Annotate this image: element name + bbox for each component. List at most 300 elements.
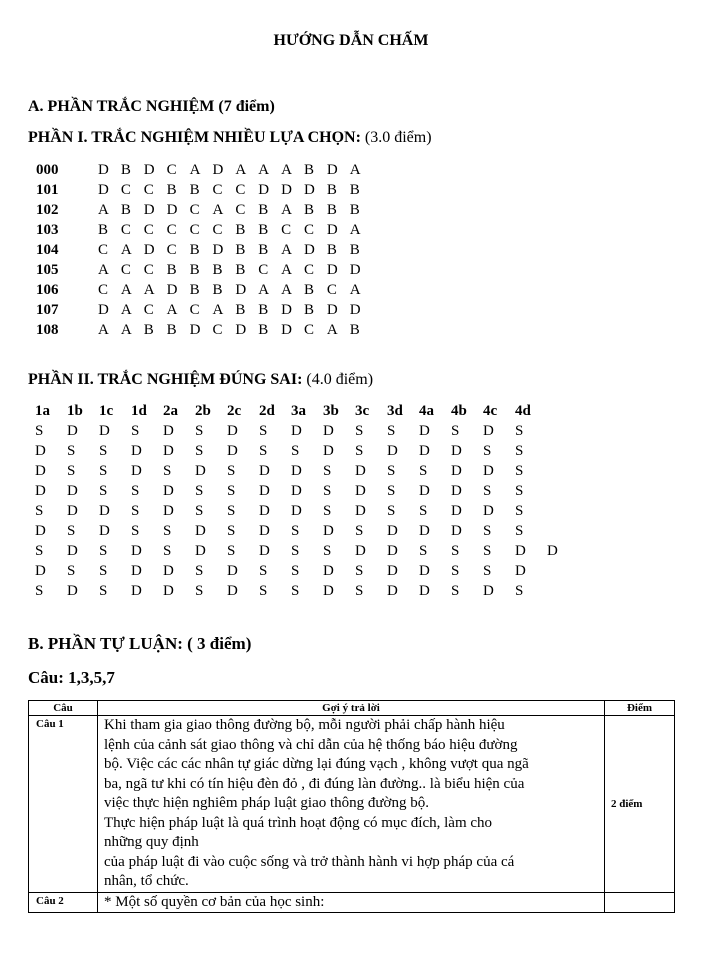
answer-cell: D xyxy=(387,523,398,539)
answer-cell: D xyxy=(227,563,238,579)
answer-cell: C xyxy=(258,262,269,278)
answer-line: những quy định xyxy=(104,834,199,850)
answer-cell: S xyxy=(483,543,492,559)
answer-cell: S xyxy=(195,423,204,439)
answer-cell: D xyxy=(35,483,46,499)
answer-cell: S xyxy=(99,543,108,559)
answer-cell: D xyxy=(67,503,78,519)
answer-key-row xyxy=(36,240,373,260)
questions-label: Câu: 1,3,5,7 xyxy=(28,668,115,687)
answer-cell: S xyxy=(259,443,268,459)
answer-cell: C xyxy=(120,222,131,238)
true-false-row xyxy=(35,561,579,581)
answer-cell: S xyxy=(163,523,172,539)
answer-cell: A xyxy=(212,202,224,218)
answer-cell: S xyxy=(195,503,204,519)
answer-cell: D xyxy=(515,563,526,579)
answer-cell: S xyxy=(451,563,460,579)
answer-cell: S xyxy=(419,543,428,559)
answer-cell: B xyxy=(304,282,315,298)
column-header: 3c xyxy=(355,403,370,419)
answer-cell: D xyxy=(281,302,292,318)
answer-cell: S xyxy=(99,463,108,479)
answer-cell: D xyxy=(195,543,206,559)
answer-cell: C xyxy=(98,242,109,258)
true-false-row xyxy=(35,581,579,601)
answer-cell: S xyxy=(99,563,108,579)
part1-heading xyxy=(28,129,432,147)
answer-cell: S xyxy=(451,583,460,599)
answer-cell: S xyxy=(99,443,108,459)
answer-cell: S xyxy=(67,523,76,539)
answer-cell: D xyxy=(323,583,334,599)
answer-cell: D xyxy=(419,423,430,439)
answer-cell: B xyxy=(304,202,315,218)
answer-cell: D xyxy=(451,463,462,479)
answer-line: Khi tham gia giao thông đường bộ, mỗi người phải chấp hành hiệu xyxy=(104,717,505,733)
answer-cell: S xyxy=(227,483,236,499)
answer-cell: C xyxy=(143,262,154,278)
points-cell: 2 điểm xyxy=(605,716,675,893)
answer-cell: D xyxy=(212,162,224,178)
answer-cell: S xyxy=(355,563,364,579)
answer-cell: B xyxy=(120,162,131,178)
exam-code: 105 xyxy=(36,262,59,278)
answer-cell: S xyxy=(483,523,492,539)
table-row xyxy=(29,892,675,913)
answer-cell: D xyxy=(326,162,338,178)
answer-cell: D xyxy=(326,262,338,278)
answer-cell: C xyxy=(235,202,246,218)
answer-cell: S xyxy=(195,443,204,459)
answer-cell: D xyxy=(547,543,558,559)
answer-cell: S xyxy=(35,543,44,559)
answer-cell: S xyxy=(515,523,524,539)
answer-cell: S xyxy=(67,563,76,579)
answer-cell: D xyxy=(189,322,201,338)
column-header: 2d xyxy=(259,403,275,419)
answer-cell: S xyxy=(67,463,76,479)
answer-cell: S xyxy=(323,463,332,479)
answer-cell: C xyxy=(212,222,223,238)
answer-cell: D xyxy=(143,162,155,178)
answer-cell: D xyxy=(304,242,315,258)
answer-cell: D xyxy=(419,483,430,499)
answer-cell: D xyxy=(451,443,462,459)
answer-cell: D xyxy=(212,242,224,258)
answer-cell: A xyxy=(349,222,361,238)
answer-cell: S xyxy=(515,463,524,479)
answer-cell: B xyxy=(189,242,200,258)
answer-cell: C xyxy=(326,282,337,298)
answer-cell: A xyxy=(235,162,247,178)
answer-cell: B xyxy=(258,202,269,218)
answer-cell: D xyxy=(163,443,174,459)
answer-cell: S xyxy=(355,523,364,539)
answer-cell: D xyxy=(419,563,430,579)
exam-code: 103 xyxy=(36,222,59,238)
true-false-row xyxy=(35,461,579,481)
exam-code: 108 xyxy=(36,322,59,338)
answer-cell: C xyxy=(143,182,154,198)
answer-cell: D xyxy=(258,182,270,198)
answer-cell: D xyxy=(281,322,292,338)
part1-answer-grid xyxy=(36,160,373,340)
answer-cell: S xyxy=(387,423,396,439)
answer-cell: D xyxy=(163,563,174,579)
exam-code: 101 xyxy=(36,182,59,198)
answer-cell: D xyxy=(98,162,109,178)
answer-cell: A xyxy=(189,162,201,178)
answer-cell: C xyxy=(143,302,154,318)
part2-points: (4.0 điểm) xyxy=(302,371,374,388)
answer-cell: D xyxy=(355,463,366,479)
answer-cell: D xyxy=(291,503,302,519)
answer-cell: D xyxy=(259,503,270,519)
answer-cell: S xyxy=(515,503,524,519)
answer-cell: D xyxy=(235,282,247,298)
answer-cell: D xyxy=(355,483,366,499)
true-false-row xyxy=(35,501,579,521)
points-cell xyxy=(605,892,675,913)
exam-code: 106 xyxy=(36,282,59,298)
answer-key-row xyxy=(36,320,373,340)
exam-code: 102 xyxy=(36,202,59,218)
answer-cell: A xyxy=(281,282,292,298)
answer-cell: D xyxy=(67,543,78,559)
answer-cell: S xyxy=(387,463,396,479)
answer-key-row xyxy=(36,280,373,300)
answer-cell: D xyxy=(451,523,462,539)
exam-code: 107 xyxy=(36,302,59,318)
answer-cell: S xyxy=(291,523,300,539)
answer-cell: D xyxy=(323,443,334,459)
answer-cell: D xyxy=(131,543,142,559)
answer-cell: D xyxy=(355,543,366,559)
answer-cell: C xyxy=(235,182,246,198)
answer-cell: S xyxy=(259,563,268,579)
answer-cell: S xyxy=(515,483,524,499)
header-answer: Gợi ý trả lời xyxy=(98,701,605,716)
answer-cell: A xyxy=(326,322,338,338)
answer-cell: S xyxy=(387,483,396,499)
answer-cell: B xyxy=(212,282,223,298)
answer-cell: D xyxy=(259,523,270,539)
answer-cell: D xyxy=(99,503,110,519)
answer-cell: S xyxy=(291,443,300,459)
answer-cell: D xyxy=(227,443,238,459)
answer-cell: S xyxy=(515,443,524,459)
answer-cell: D xyxy=(195,463,206,479)
answer-cell: D xyxy=(323,563,334,579)
answer-cell: S xyxy=(35,423,44,439)
answer-cell: D xyxy=(166,282,178,298)
answer-cell: D xyxy=(98,302,109,318)
answer-cell: A xyxy=(258,162,270,178)
answer-cell: D xyxy=(387,443,398,459)
answer-cell: S xyxy=(67,443,76,459)
answer-key-row xyxy=(36,200,373,220)
part1-label: PHẦN I. TRẮC NGHIỆM NHIỀU LỰA CHỌN: xyxy=(28,129,361,146)
answer-cell: S xyxy=(451,543,460,559)
answer-cell: D xyxy=(227,423,238,439)
answer-cell: B xyxy=(212,262,223,278)
table-row xyxy=(29,716,675,893)
answer-cell: B xyxy=(189,262,200,278)
answer-line: lệnh của cảnh sát giao thông và chỉ dẫn của hệ thống báo hiệu đường xyxy=(104,736,518,753)
answer-cell: A xyxy=(349,162,361,178)
answer-key-row xyxy=(36,220,373,240)
answer-cell: B xyxy=(304,162,315,178)
part2-label: PHẦN II. TRẮC NGHIỆM ĐÚNG SAI: xyxy=(28,371,303,388)
answer-cell: B xyxy=(349,182,360,198)
column-header: 1a xyxy=(35,403,50,419)
answer-cell: D xyxy=(291,483,302,499)
true-false-row xyxy=(35,521,579,541)
answer-cell: S xyxy=(483,563,492,579)
answer-cell: D xyxy=(131,463,142,479)
answer-cell: C xyxy=(189,302,200,318)
answer-cell: D xyxy=(483,423,494,439)
answer-cell: B xyxy=(258,242,269,258)
answer-cell: C xyxy=(166,162,177,178)
true-false-row xyxy=(35,441,579,461)
answer-cell: D xyxy=(451,483,462,499)
answer-cell: D xyxy=(259,543,270,559)
answer-cell: D xyxy=(259,483,270,499)
answer-cell: B xyxy=(143,322,154,338)
answer-cell: C xyxy=(143,222,154,238)
answer-cell: D xyxy=(35,443,46,459)
answer-key-row xyxy=(36,300,373,320)
column-header: 3d xyxy=(387,403,403,419)
answer-cell: C xyxy=(304,262,315,278)
answer-cell: S xyxy=(291,583,300,599)
answer-cell: D xyxy=(515,543,526,559)
header-points: Điểm xyxy=(605,701,675,716)
answer-cell: C xyxy=(120,182,131,198)
answer-cell: C xyxy=(166,222,177,238)
answer-cell: S xyxy=(35,583,44,599)
answer-cell: B xyxy=(258,222,269,238)
answer-cell: D xyxy=(143,202,155,218)
answer-cell: C xyxy=(98,282,109,298)
answer-cell: D xyxy=(166,202,178,218)
answer-cell: C xyxy=(189,202,200,218)
answer-cell: D xyxy=(227,583,238,599)
answer-cell: S xyxy=(515,423,524,439)
answer-cell: D xyxy=(291,423,302,439)
answer-cell: C xyxy=(304,322,315,338)
answer-cell: D xyxy=(419,443,430,459)
answer-cell: D xyxy=(326,222,338,238)
answer-cell: C xyxy=(120,262,131,278)
answer-cell: D xyxy=(143,242,155,258)
answer-cell: B xyxy=(258,302,269,318)
answer-cell: A xyxy=(120,242,132,258)
answer-cell: D xyxy=(99,523,110,539)
answer-cell: S xyxy=(227,463,236,479)
answer-cell: D xyxy=(131,443,142,459)
answer-line: bộ. Việc các các nhân tự giác dừng lại đúng vạch , không vượt qua ngã xyxy=(104,756,529,772)
answer-cell: B xyxy=(304,302,315,318)
answer-cell: C xyxy=(189,222,200,238)
answer-cell: D xyxy=(281,182,292,198)
answer-cell: S xyxy=(355,443,364,459)
column-header: 1d xyxy=(131,403,147,419)
answer-cell: D xyxy=(349,262,361,278)
answer-cell: D xyxy=(387,563,398,579)
answer-cell: A xyxy=(98,322,109,338)
answer-cell: D xyxy=(419,583,430,599)
answer-cell: B xyxy=(166,182,177,198)
document-title: HƯỚNG DẪN CHẤM xyxy=(273,32,429,49)
part2-heading xyxy=(28,371,373,389)
exam-code: 104 xyxy=(36,242,59,258)
answer-cell xyxy=(98,716,605,893)
answer-cell: D xyxy=(235,322,247,338)
answer-cell: D xyxy=(387,543,398,559)
answer-cell: D xyxy=(67,423,78,439)
answer-cell: S xyxy=(195,563,204,579)
section-b-heading: B. PHẦN TỰ LUẬN: ( 3 điểm) xyxy=(28,634,252,653)
answer-cell: A xyxy=(281,202,292,218)
answer-cell: D xyxy=(304,182,315,198)
answer-cell: S xyxy=(387,503,396,519)
answer-cell: D xyxy=(195,523,206,539)
answer-cell: S xyxy=(227,523,236,539)
answer-cell: D xyxy=(259,463,270,479)
answer-cell: S xyxy=(291,543,300,559)
answer-cell: S xyxy=(195,583,204,599)
header-cau: Câu xyxy=(29,701,98,716)
exam-code: 000 xyxy=(36,162,59,178)
answer-cell: D xyxy=(323,523,334,539)
answer-cell: S xyxy=(163,463,172,479)
answer-cell: D xyxy=(163,503,174,519)
answer-line: việc thực hiện nghiêm pháp luật giao thông đường bộ. xyxy=(104,795,429,811)
answer-cell: S xyxy=(451,423,460,439)
answer-cell: S xyxy=(419,463,428,479)
answer-cell: B xyxy=(349,242,360,258)
answer-cell: D xyxy=(98,182,109,198)
answer-cell: D xyxy=(131,563,142,579)
answer-cell: A xyxy=(281,162,292,178)
answer-cell: S xyxy=(323,503,332,519)
answer-cell: C xyxy=(166,242,177,258)
answer-cell xyxy=(98,892,605,913)
answer-cell: S xyxy=(131,523,140,539)
part1-points: (3.0 điểm) xyxy=(360,129,432,146)
answer-cell: S xyxy=(483,483,492,499)
answer-cell: D xyxy=(163,583,174,599)
column-header: 1b xyxy=(67,403,83,419)
answer-cell: S xyxy=(483,443,492,459)
true-false-header-row xyxy=(35,401,579,421)
answer-cell: D xyxy=(35,523,46,539)
answer-cell: S xyxy=(163,543,172,559)
answer-key-row xyxy=(36,260,373,280)
answer-cell: A xyxy=(98,202,109,218)
column-header: 3a xyxy=(291,403,306,419)
answer-cell: D xyxy=(483,503,494,519)
answer-line: của pháp luật đi vào cuộc sống và trở thành hành vi hợp pháp của cá xyxy=(104,853,515,870)
column-header: 2c xyxy=(227,403,242,419)
answer-cell: B xyxy=(326,242,337,258)
answer-cell: A xyxy=(281,262,292,278)
answer-cell: A xyxy=(143,282,155,298)
answer-cell: A xyxy=(120,282,132,298)
answer-cell: B xyxy=(235,302,246,318)
answer-cell: S xyxy=(323,543,332,559)
section-a-heading: A. PHẦN TRẮC NGHIỆM (7 điểm) xyxy=(28,98,275,115)
column-header: 1c xyxy=(99,403,114,419)
answer-cell: S xyxy=(131,423,140,439)
answer-cell: D xyxy=(163,483,174,499)
part2-answer-grid xyxy=(35,401,579,601)
answer-cell: D xyxy=(35,463,46,479)
answer-key-row xyxy=(36,180,373,200)
column-header: 4d xyxy=(515,403,531,419)
answer-cell: S xyxy=(259,423,268,439)
answer-cell: A xyxy=(98,262,109,278)
answer-cell: S xyxy=(131,483,140,499)
essay-table-header xyxy=(29,701,675,716)
column-header: 3b xyxy=(323,403,339,419)
answer-cell: D xyxy=(131,583,142,599)
answer-cell: A xyxy=(258,282,270,298)
answer-cell: S xyxy=(259,583,268,599)
answer-cell: D xyxy=(387,583,398,599)
answer-cell: D xyxy=(355,503,366,519)
answer-cell: B xyxy=(235,262,246,278)
answer-cell: S xyxy=(323,483,332,499)
answer-cell: S xyxy=(355,583,364,599)
answer-cell: S xyxy=(99,583,108,599)
answer-cell: A xyxy=(120,322,132,338)
answer-cell: B xyxy=(326,182,337,198)
answer-cell: D xyxy=(35,563,46,579)
column-header: 4a xyxy=(419,403,434,419)
answer-cell: D xyxy=(419,523,430,539)
answer-cell: B xyxy=(189,282,200,298)
column-header: 2b xyxy=(195,403,211,419)
true-false-row xyxy=(35,541,579,561)
answer-cell: D xyxy=(67,583,78,599)
essay-table xyxy=(28,700,675,913)
answer-cell: S xyxy=(227,543,236,559)
answer-cell: D xyxy=(99,423,110,439)
answer-line: nhân, tổ chức. xyxy=(104,873,189,889)
answer-cell: D xyxy=(291,463,302,479)
answer-cell: B xyxy=(349,202,360,218)
answer-line: Thực hiện pháp luật là quá trình hoạt động có mục đích, làm cho xyxy=(104,814,493,831)
answer-line: * Một số quyền cơ bản của học sinh: xyxy=(104,893,325,910)
answer-cell: C xyxy=(212,322,223,338)
answer-cell: C xyxy=(212,182,223,198)
answer-cell: D xyxy=(163,423,174,439)
answer-cell: C xyxy=(281,222,292,238)
answer-cell: S xyxy=(35,503,44,519)
answer-cell: D xyxy=(67,483,78,499)
answer-cell: B xyxy=(326,202,337,218)
answer-cell: A xyxy=(212,302,224,318)
answer-cell: B xyxy=(120,202,131,218)
question-cell: Câu 2 xyxy=(29,892,98,913)
column-header: 2a xyxy=(163,403,178,419)
answer-line: ba, ngã tư khi có tín hiệu đèn đỏ , đi đúng làn đường.. là biểu hiện của xyxy=(104,775,525,792)
answer-cell: B xyxy=(98,222,109,238)
